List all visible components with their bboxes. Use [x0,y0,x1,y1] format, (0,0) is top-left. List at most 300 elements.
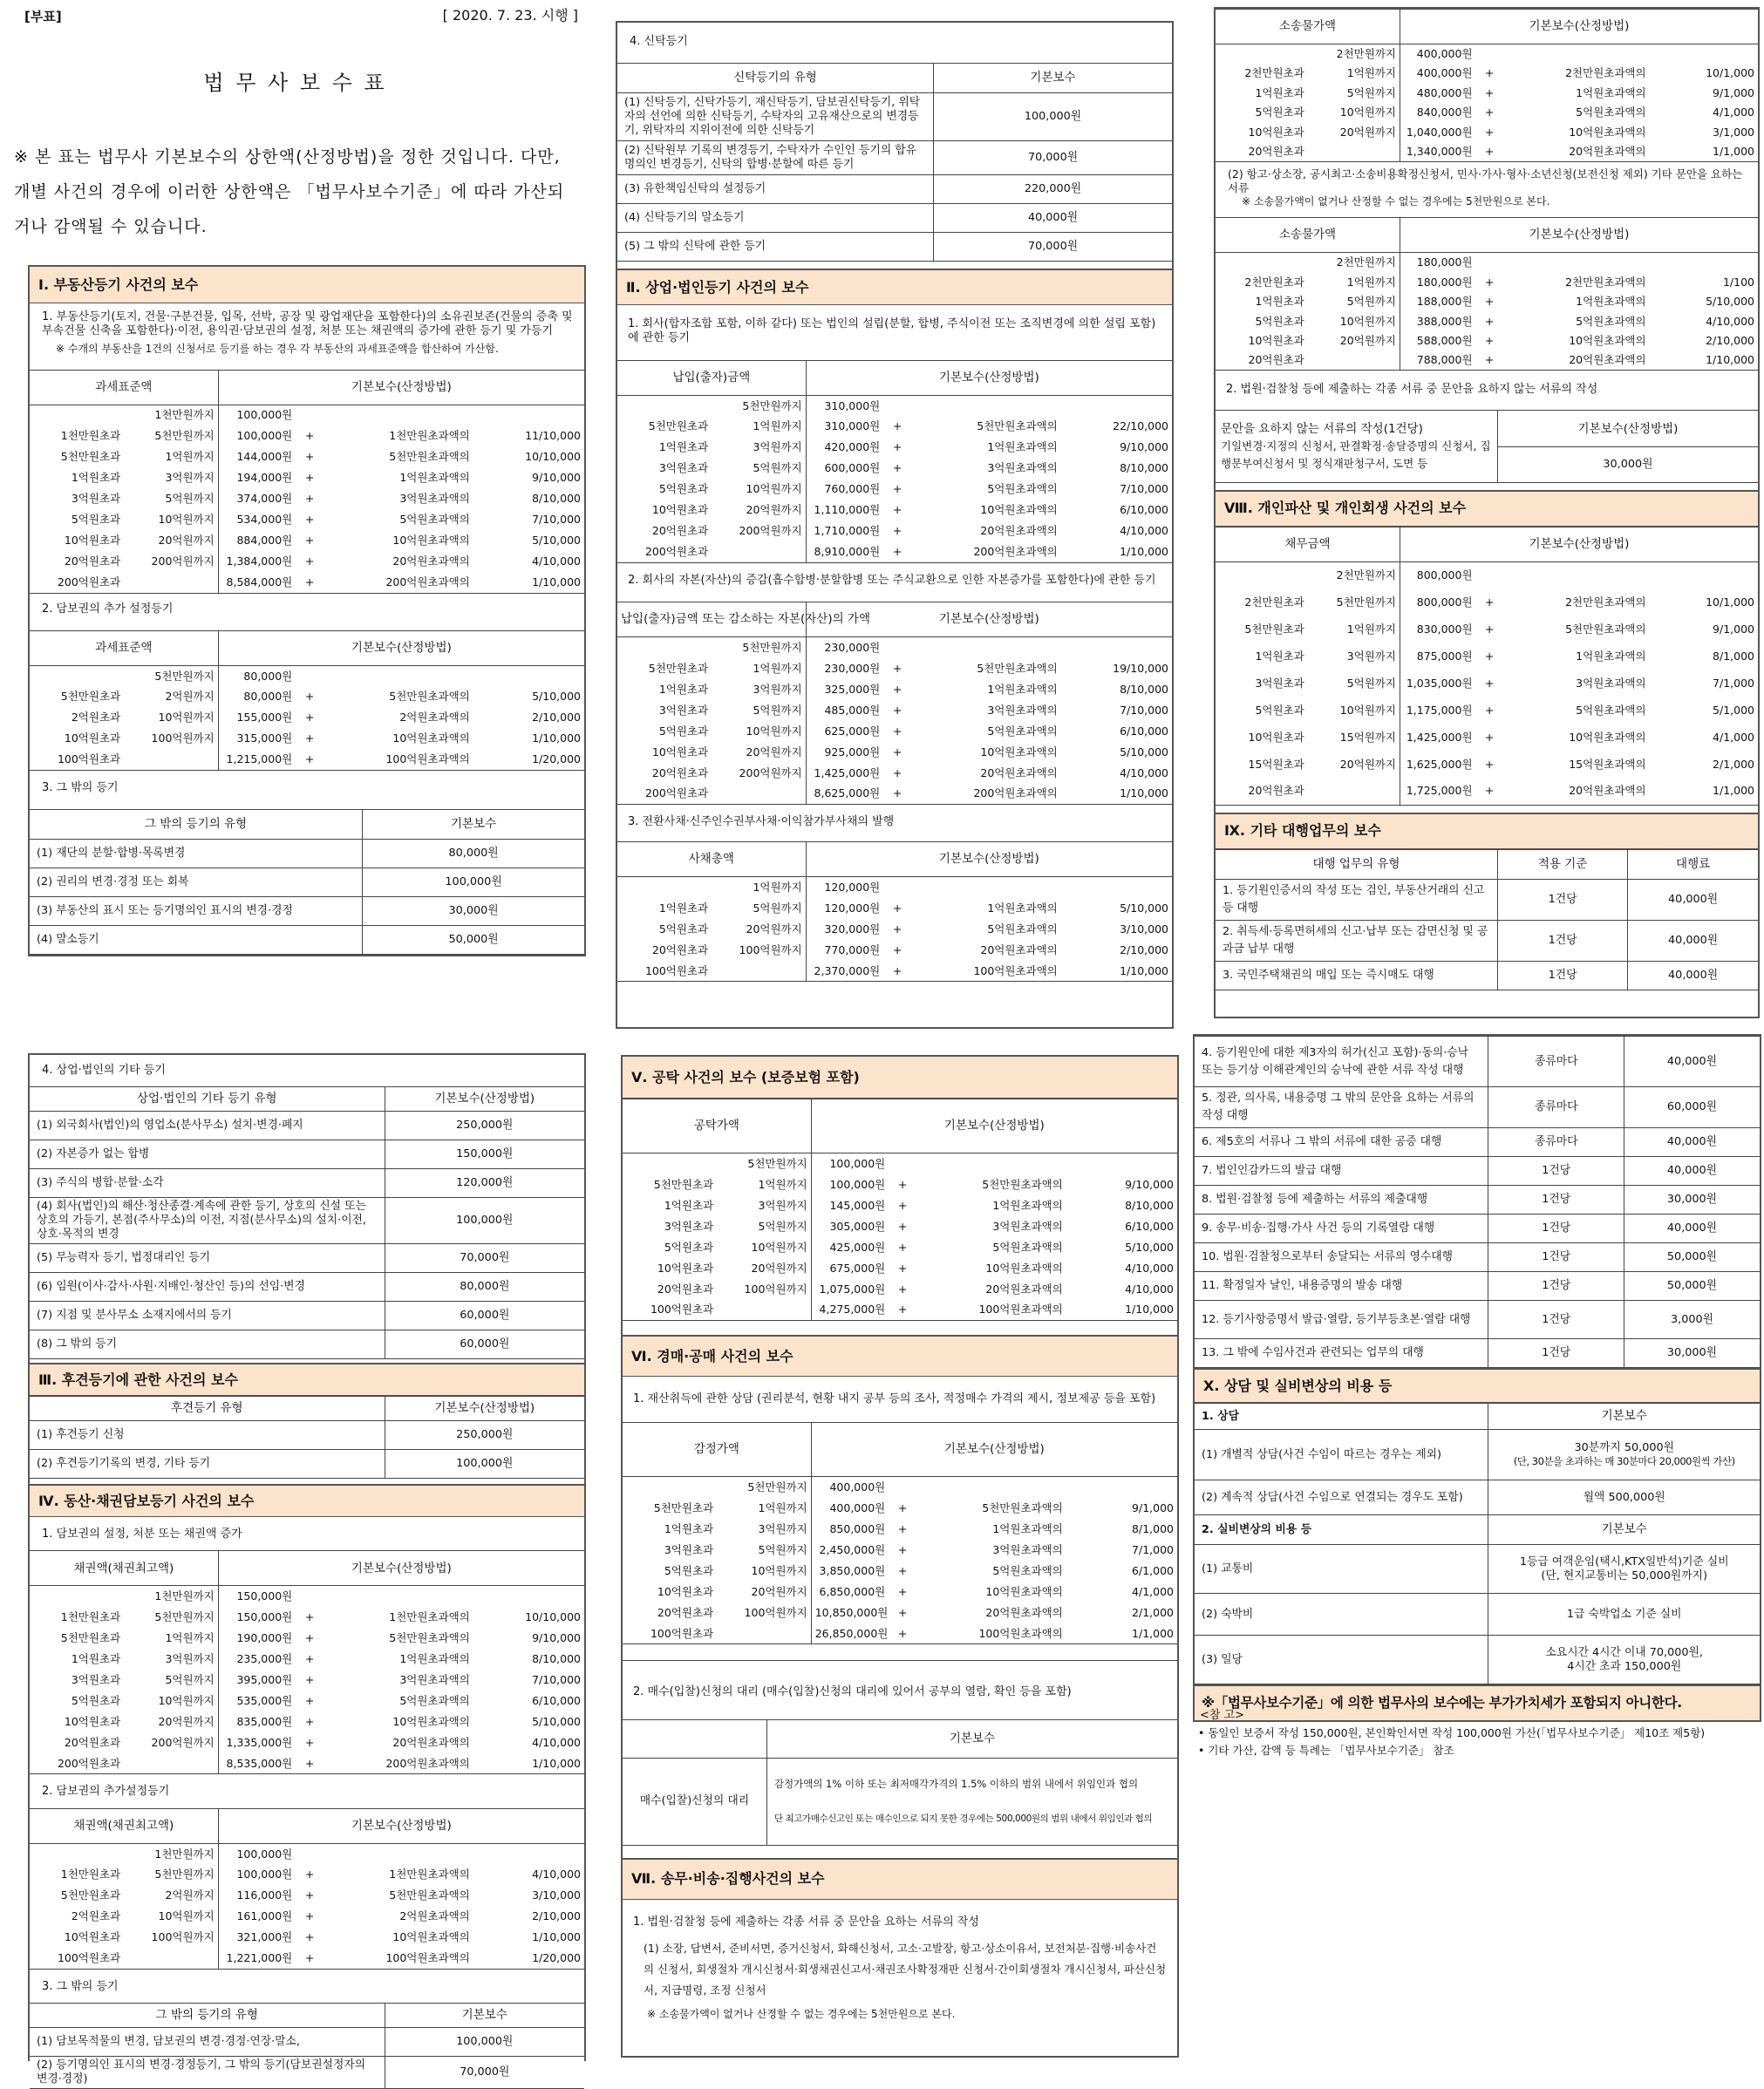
excess-label: 1천만원초과액의 [389,1868,470,1881]
range-to: 2천만원까지 [1336,47,1396,61]
excess-label: 10억원초과액의 [985,1584,1063,1598]
consult-header: 기본보수 [1488,1404,1760,1430]
fee-base: 1,425,000원 [806,762,883,783]
range-from: 20억원초과 [651,942,709,956]
range-to: 10억원까지 [158,711,215,725]
table-row [617,141,1172,175]
plus-sign [296,1586,324,1607]
range-from: 20억원초과 [657,1605,714,1619]
table-row [617,175,1172,204]
table-row [30,686,584,707]
plus-sign: + [304,1631,315,1645]
plus-sign: + [1484,85,1495,99]
table-row [30,551,584,572]
agency-header-fee: 대행료 [1628,849,1758,879]
range-from: 5억원초과 [658,724,709,738]
section-6-sub2: 2. 매수(입찰)신청의 대리 (매수(입찰)신청의 대리에 있어서 공부의 열람, 확인 등을 포함) [623,1660,1177,1718]
expense-daily-fee2: 4시간 초과 150,000원 [1567,1659,1682,1673]
range-to: 2천만원까지 [1336,255,1396,269]
table-header-row [30,2003,584,2027]
non-draft-description: 기일변경·지정의 신청서, 판결확정·송달증명의 신청서, 집행문부여신청서 및 정식재판청구서, 도면 등 [1221,439,1491,470]
fee-rate: 4/10,000 [1125,1261,1174,1275]
plus-sign [1476,44,1503,65]
agency-basis: 1건당 [1497,920,1627,961]
section-2-sub4: 4. 상업·법인의 기타 등기 [42,1064,166,1077]
table-row [617,877,1172,898]
plus-sign: + [1476,778,1503,805]
section-1-note1: ※ 수개의 부동산을 1건의 신청서로 등기를 하는 경우 각 부동산의 과세표준액을 합산하여 가산함. [56,342,499,355]
table-header-base: 감정가액 [623,1423,811,1477]
agency-type: 13. 그 밖에 수임사건과 관련되는 업무의 대행 [1195,1339,1488,1368]
range-from: 5억원초과 [71,513,121,527]
fee-base: 480,000원 [1400,84,1475,104]
plus-sign: + [304,1736,315,1750]
table-row [30,728,584,749]
table-row [623,1582,1177,1602]
row-description: (2) 권리의 변경·경정 또는 회복 [30,868,363,897]
plus-sign: + [1484,757,1495,771]
table-movable-other [30,2003,584,2089]
range-from [623,1477,717,1498]
fee-rate: 9/1,000 [1132,1500,1174,1514]
range-from: 5억원초과 [1255,105,1304,119]
agency-header-basis: 적용 기준 [1497,849,1627,879]
plus-sign: + [1484,66,1495,80]
row-description: (3) 부동산의 표시 또는 등기명의인 표시의 변경·경정 [30,897,363,926]
range-from: 10억원초과 [1248,730,1304,744]
excess-label: 5억원초과액의 [992,1563,1063,1577]
excess-label: 1억원초과액의 [1576,295,1646,309]
section-1-sub1: 1. 부동산등기(토지, 건물·구분건물, 입목, 선박, 공장 및 광업재단을 포함한다)의 소유권보존(건물의 증축 및 부속건물 신축을 포함한다)·이전, 용익권·담보권의 설정, 처분 또는 채권액의 증가에 관한 등기 및 가등기 [42,310,573,338]
fee-rate: 7/10,000 [532,513,581,527]
section-3-title: Ⅲ. 후견등기에 관한 사건의 보수 [30,1363,584,1396]
plus-sign: + [897,1282,908,1296]
range-from: 5억원초과 [658,482,709,496]
section-9-title: Ⅸ. 기타 대행업무의 보수 [1216,813,1758,849]
table-row [1216,670,1758,697]
range-to: 3억원까지 [753,440,802,454]
range-to: 5억원까지 [753,461,802,475]
fee-base: 420,000원 [806,437,883,458]
row-fee: 120,000원 [385,1169,584,1198]
fee-base: 230,000원 [806,636,883,657]
section-4-title: Ⅳ. 동산·채권담보등기 사건의 보수 [30,1484,584,1517]
table-agency-fee-1 [1216,849,1758,990]
fee-rate [1061,877,1172,898]
excess-label [1503,44,1650,65]
table-header-fee: 기본보수(산정방법) [806,602,1172,636]
range-to: 3억원까지 [753,682,802,696]
range-to [1308,142,1400,162]
fee-rate: 6/10,000 [1120,724,1168,738]
agency-row [1195,1037,1760,1087]
row-description: (5) 무능력자 등기, 법정대리인 등기 [30,1244,385,1273]
section-1-title: Ⅰ. 부동산등기 사건의 보수 [30,267,584,303]
excess-label: 5억원초과액의 [987,724,1058,738]
row-description: (1) 후견등기 신청 [30,1421,385,1450]
fee-base: 235,000원 [218,1649,296,1670]
row-fee: 60,000원 [385,1330,584,1359]
fee-base: 8,625,000원 [806,783,883,804]
table-row [1216,724,1758,751]
table-incorporation [617,360,1172,563]
fee-base: 770,000원 [806,940,883,961]
table-row [30,1927,584,1948]
range-from [617,395,712,416]
table-row [30,1628,584,1649]
non-draft-fee: 30,000원 [1603,457,1653,471]
fee-rate: 1/100 [1722,275,1754,289]
agency-fee: 40,000원 [1628,879,1758,920]
range-to: 10억원까지 [158,1694,215,1708]
excess-label: 15억원초과액의 [1569,757,1646,771]
table-header-base: 채무금액 [1216,527,1400,561]
table-row [30,840,584,868]
table-row [617,919,1172,940]
range-from [1216,44,1308,65]
range-to: 3억원까지 [165,1652,215,1666]
table-row [1216,253,1758,273]
table-row [1216,44,1758,65]
range-to: 200억원까지 [151,1736,215,1750]
range-from: 1천만원초과 [60,1610,121,1624]
row-fee: 100,000원 [363,868,584,897]
fee-base: 194,000원 [218,467,296,488]
fee-rate: 3/10,000 [1120,922,1168,936]
fee-base: 145,000원 [811,1195,889,1216]
range-from: 100억원초과 [617,961,712,982]
table-row [30,2056,584,2088]
range-from: 1억원초과 [1255,85,1304,99]
excess-label: 10억원초과액의 [1569,334,1646,348]
excess-label: 2억원초과액의 [399,1909,470,1923]
range-from: 20억원초과 [1216,778,1308,805]
row-fee: 250,000원 [385,1112,584,1140]
table-header-type: 신탁등기의 유형 [617,64,934,93]
intro-note: ※ 본 표는 법무사 기본보수의 상한액(산정방법)을 정한 것입니다. 다만, 개별 사건의 경우에 이러한 상한액은 「법무사보수기준」에 따라 가산되거나 감액될 수 있습니다. [14,147,565,236]
fee-base: 100,000원 [811,1153,889,1174]
fee-rate: 5/10,000 [1125,1240,1174,1254]
table-header-type: 후견등기 유형 [30,1397,385,1421]
excess-label: 200억원초과액의 [324,572,473,593]
range-to: 5억원까지 [165,492,215,506]
fee-rate: 2/1,000 [1132,1605,1174,1619]
excess-label: 3억원초과액의 [992,1542,1063,1556]
fee-rate: 6/10,000 [532,1694,581,1708]
table-row [30,1670,584,1691]
plus-sign: + [897,1584,908,1598]
table-row [1216,311,1758,331]
fee-rate: 7/10,000 [1120,482,1168,496]
plus-sign: + [892,524,902,538]
fee-base: 835,000원 [218,1711,296,1732]
agency-basis: 1건당 [1488,1243,1624,1272]
excess-label: 1억원초과액의 [987,440,1058,454]
range-to [124,1948,218,1969]
range-from [617,877,712,898]
section-7-note2: ※ 소송물가액이 없거나 산정할 수 없는 경우에는 5천만원으로 본다. [1242,195,1550,208]
table-guardianship [30,1396,584,1479]
fee-rate: 4/1,000 [1713,105,1754,119]
excess-label [911,395,1061,416]
table-row [30,1421,584,1450]
row-description: (1) 외국회사(법인)의 영업소(분사무소) 설치·변경·폐지 [30,1112,385,1140]
table-row [30,1753,584,1774]
fee-rate: 10/10,000 [525,1610,581,1624]
expense-daily: (3) 일당 [1195,1636,1488,1684]
section-4-sub2: 2. 담보권의 추가설정등기 [42,1785,170,1799]
range-from: 1억원초과 [1255,295,1304,309]
agency-fee: 40,000원 [1624,1215,1760,1243]
excess-label [324,405,473,425]
fee-base: 1,075,000원 [811,1279,889,1300]
fee-rate: 9/10,000 [532,471,581,485]
agency-fee: 40,000원 [1628,961,1758,990]
table-row [617,657,1172,678]
fee-rate: 5/10,000 [1120,901,1168,915]
range-from: 1억원초과 [71,1652,121,1666]
range-to [124,1753,218,1774]
range-to [124,572,218,593]
excess-label: 10억원초과액의 [1569,125,1646,139]
plus-sign: + [304,1930,315,1944]
fee-base: 10,850,000원 [811,1602,889,1623]
plus-sign: + [897,1261,908,1275]
row-fee: 70,000원 [934,233,1172,262]
plus-sign: + [296,572,324,593]
table-row [30,926,584,955]
range-from: 1천만원초과 [60,429,121,443]
plus-sign: + [892,901,902,915]
table-header-base: 납입(출자)금액 또는 감소하는 자본(자산)의 가액 [617,602,806,636]
excess-label: 5억원초과액의 [987,922,1058,936]
fee-rate: 8/10,000 [532,1652,581,1666]
range-to: 5천만원까지 [154,429,215,443]
range-to: 20억원까지 [1339,757,1396,771]
table-row [30,1112,584,1140]
table-header-fee: 기본보수 [385,2003,584,2027]
table-header-row [617,64,1172,93]
fee-base: 150,000원 [218,1607,296,1628]
range-to: 10억원까지 [1339,703,1396,717]
range-to: 20억원까지 [1339,125,1396,139]
table-capital-change [617,602,1172,805]
agency-fee: 50,000원 [1624,1243,1760,1272]
row-description: (5) 그 밖의 신탁에 관한 등기 [617,233,934,262]
plus-sign: + [304,711,315,725]
excess-label: 1억원초과액의 [1576,85,1646,99]
fee-base: 4,275,000원 [811,1300,889,1321]
fee-base: 374,000원 [218,488,296,509]
agency-fee: 30,000원 [1624,1186,1760,1215]
excess-label: 5억원초과액의 [987,482,1058,496]
row-description: (4) 말소등기 [30,926,363,955]
plus-sign: + [892,503,902,517]
fee-rate [473,405,584,425]
fee-rate [1061,636,1172,657]
agency-fee: 40,000원 [1624,1128,1760,1157]
range-from: 100억원초과 [623,1623,717,1644]
plus-sign: + [1484,730,1495,744]
row-fee: 150,000원 [385,1140,584,1169]
range-to: 5천만원까지 [154,669,215,683]
range-from: 3억원초과 [71,1673,121,1687]
range-from: 5억원초과 [664,1563,714,1577]
table-row [1216,331,1758,351]
range-to: 200억원까지 [739,524,802,538]
expense-transport-fee [1488,1545,1760,1594]
plus-sign: + [892,682,902,696]
plus-sign: + [892,419,902,433]
agency-type: 3. 국민주택채권의 매입 또는 즉시매도 대행 [1216,961,1497,990]
table-row [617,940,1172,961]
table-row [617,204,1172,233]
plus-sign: + [304,1909,315,1923]
excess-label: 20억원초과액의 [980,524,1058,538]
fee-base: 188,000원 [1400,292,1475,312]
table-header-fee: 기본보수 [363,810,584,840]
range-to: 2천만원까지 [1336,568,1396,582]
fee-rate: 7/1,000 [1132,1542,1174,1556]
excess-label: 5천만원초과액의 [389,450,470,464]
fee-base: 788,000원 [1400,350,1475,371]
fee-rate: 8/10,000 [1120,682,1168,696]
non-draft-fee-cell [1497,410,1758,482]
plus-sign: + [1484,649,1495,663]
table-trust-registration [617,63,1172,262]
panel-deposit-auction [621,1055,1179,2058]
range-to: 3억원까지 [758,1198,807,1212]
table-row [617,416,1172,437]
row-fee: 80,000원 [363,840,584,868]
range-from: 1억원초과 [658,440,709,454]
range-from [1216,561,1308,589]
table-row [617,437,1172,458]
range-from: 100억원초과 [30,1948,124,1969]
fee-base: 675,000원 [811,1258,889,1279]
table-row [30,1906,584,1927]
table-row [30,868,584,897]
table-lawsuit-value-1 [1216,9,1758,162]
range-from [623,1153,717,1174]
range-from: 5억원초과 [1255,314,1304,328]
range-from: 10억원초과 [657,1584,714,1598]
range-from: 1천만원초과 [60,1868,121,1881]
fee-base: 1,725,000원 [1400,778,1475,805]
expense-lodging: (2) 숙박비 [1195,1594,1488,1636]
range-to: 5억원까지 [1346,85,1396,99]
plus-sign: + [1484,334,1495,348]
plus-sign: + [883,541,911,562]
range-to: 5천만원까지 [742,640,802,654]
range-from: 10억원초과 [64,1930,121,1944]
section-7-sub1: 1. 법원·검찰청 등에 제출하는 각종 서류 중 문안을 요하는 서류의 작성 [633,1915,979,1929]
range-from: 5천만원초과 [1244,622,1304,636]
fee-rate: 3/1,000 [1713,125,1754,139]
table-row [1216,64,1758,84]
fee-base: 1,384,000원 [218,551,296,572]
range-to: 1천만원까지 [154,1847,215,1861]
agency-fee: 40,000원 [1624,1157,1760,1186]
table-row [30,1732,584,1753]
plus-sign: + [897,1177,908,1191]
table-row [617,541,1172,562]
expense-lodging-fee: 1급 숙박업소 기준 실비 [1488,1594,1760,1636]
section-7-note1: ※ 소송물가액이 없거나 산정할 수 없는 경우에는 5천만원으로 본다. [647,2007,956,2020]
excess-label: 5억원초과액의 [1576,314,1646,328]
row-fee: 50,000원 [363,926,584,955]
agency-basis: 1건당 [1488,1272,1624,1301]
panel-commercial-guardian-movable [28,1053,586,2086]
range-to: 10억원까지 [746,724,802,738]
table-deposit [623,1099,1177,1321]
table-row [617,678,1172,699]
agency-type: 6. 제5호의 서류나 그 밖의 서류에 대한 공증 대행 [1195,1128,1488,1157]
fee-base: 535,000원 [218,1691,296,1711]
excess-label: 1억원초과액의 [992,1521,1063,1535]
fee-base: 600,000원 [806,458,883,479]
range-to: 100억원까지 [744,1605,807,1619]
fee-base: 2,370,000원 [806,961,883,982]
excess-label: 3억원초과액의 [992,1219,1063,1233]
fee-rate: 1/10,000 [1061,541,1172,562]
section-6-title: Ⅵ. 경매·공매 사건의 보수 [623,1335,1177,1377]
excess-label: 2천만원초과액의 [1565,595,1646,609]
plus-sign: + [304,1888,315,1902]
effective-date: [ 2020. 7. 23. 시행 ] [442,7,578,24]
row-description: (2) 등기명의인 표시의 변경·경정등기, 그 밖의 등기(담보권설정자의 변경·경정) [30,2056,385,2088]
plus-sign [883,636,911,657]
table-row [30,1586,584,1607]
plus-sign: + [304,450,315,464]
range-to: 5억원까지 [753,703,802,717]
excess-label: 100억원초과액의 [916,1300,1066,1321]
fee-base: 850,000원 [811,1519,889,1540]
fee-rate [1650,253,1758,273]
range-from: 1억원초과 [658,682,709,696]
range-to: 1억원까지 [165,1631,215,1645]
table-row [30,1691,584,1711]
table-row [623,1216,1177,1237]
bid-agency-line2: 단 최고가매수신고인 또는 매수인으로 되지 못한 경우에는 500,000원의 범위 내에서 위임인과 협의 [773,1813,1153,1824]
table-row [623,1498,1177,1519]
plus-sign: + [897,1500,908,1514]
range-from: 20억원초과 [1216,142,1308,162]
excess-label: 5천만원초과액의 [1565,622,1646,636]
fee-rate: 4/10,000 [1706,314,1754,328]
range-from: 20억원초과 [1216,350,1308,371]
range-to: 5억원까지 [758,1219,807,1233]
range-to [717,1300,811,1321]
agency-basis: 종류마다 [1488,1037,1624,1087]
non-draft-fee-header: 기본보수(산정방법) [1498,411,1758,447]
table-header-fee: 기본보수(산정방법) [218,370,584,405]
excess-label: 10억원초과액의 [392,731,470,745]
section-1-sub2: 2. 담보권의 추가 설정등기 [42,602,174,616]
range-from: 3억원초과 [1255,676,1304,690]
table-row [623,1300,1177,1321]
table-header-type: 그 밖의 등기의 유형 [30,2003,385,2027]
table-row [1216,616,1758,643]
plus-sign: + [892,661,902,675]
fee-rate: 10/1,000 [1706,66,1754,80]
excess-label [911,877,1061,898]
table-additional-collateral [30,630,584,771]
fee-rate: 8/1,000 [1132,1521,1174,1535]
fee-base: 875,000원 [1400,643,1475,670]
range-to: 1억원까지 [1346,622,1396,636]
table-row [617,521,1172,541]
